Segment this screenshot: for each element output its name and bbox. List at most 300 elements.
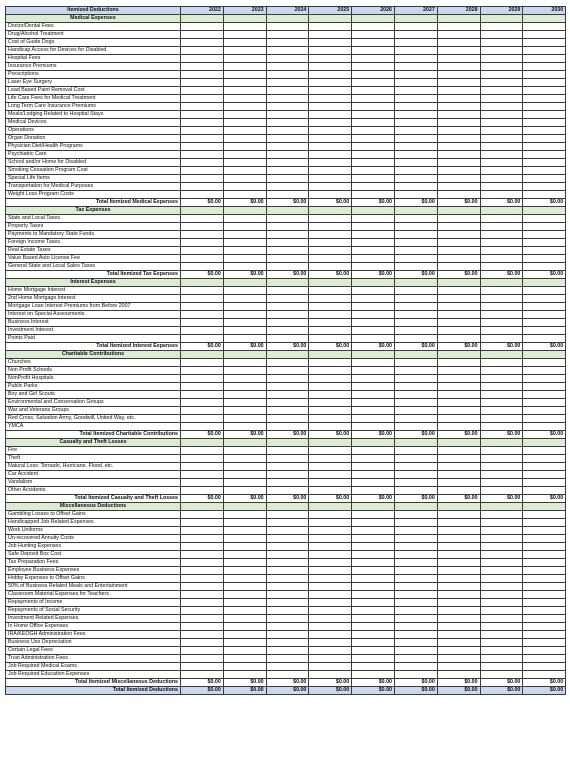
amount-input-cell[interactable] [352, 647, 395, 655]
amount-input-cell[interactable] [480, 183, 523, 191]
amount-input-cell[interactable] [223, 183, 266, 191]
amount-input-cell[interactable] [309, 631, 352, 639]
amount-input-cell[interactable] [352, 127, 395, 135]
amount-input-cell[interactable] [309, 215, 352, 223]
amount-input-cell[interactable] [266, 311, 309, 319]
amount-input-cell[interactable] [181, 55, 224, 63]
amount-input-cell[interactable] [437, 55, 480, 63]
amount-input-cell[interactable] [223, 375, 266, 383]
amount-input-cell[interactable] [181, 479, 224, 487]
amount-input-cell[interactable] [309, 623, 352, 631]
amount-input-cell[interactable] [266, 295, 309, 303]
amount-input-cell[interactable] [223, 423, 266, 431]
amount-input-cell[interactable] [480, 575, 523, 583]
amount-input-cell[interactable] [480, 415, 523, 423]
amount-input-cell[interactable] [352, 175, 395, 183]
amount-input-cell[interactable] [394, 127, 437, 135]
amount-input-cell[interactable] [181, 391, 224, 399]
amount-input-cell[interactable] [181, 31, 224, 39]
amount-input-cell[interactable] [480, 23, 523, 31]
amount-input-cell[interactable] [437, 143, 480, 151]
amount-input-cell[interactable] [309, 223, 352, 231]
amount-input-cell[interactable] [523, 519, 566, 527]
amount-input-cell[interactable] [223, 303, 266, 311]
amount-input-cell[interactable] [266, 407, 309, 415]
amount-input-cell[interactable] [309, 511, 352, 519]
amount-input-cell[interactable] [309, 111, 352, 119]
amount-input-cell[interactable] [394, 263, 437, 271]
amount-input-cell[interactable] [352, 607, 395, 615]
amount-input-cell[interactable] [266, 327, 309, 335]
amount-input-cell[interactable] [352, 255, 395, 263]
amount-input-cell[interactable] [437, 95, 480, 103]
amount-input-cell[interactable] [437, 127, 480, 135]
amount-input-cell[interactable] [480, 655, 523, 663]
amount-input-cell[interactable] [352, 423, 395, 431]
amount-input-cell[interactable] [352, 327, 395, 335]
amount-input-cell[interactable] [523, 31, 566, 39]
amount-input-cell[interactable] [181, 447, 224, 455]
amount-input-cell[interactable] [394, 367, 437, 375]
amount-input-cell[interactable] [523, 471, 566, 479]
amount-input-cell[interactable] [352, 79, 395, 87]
amount-input-cell[interactable] [523, 135, 566, 143]
amount-input-cell[interactable] [309, 239, 352, 247]
amount-input-cell[interactable] [181, 103, 224, 111]
amount-input-cell[interactable] [309, 471, 352, 479]
amount-input-cell[interactable] [394, 647, 437, 655]
amount-input-cell[interactable] [352, 519, 395, 527]
amount-input-cell[interactable] [266, 671, 309, 679]
amount-input-cell[interactable] [266, 391, 309, 399]
amount-input-cell[interactable] [394, 39, 437, 47]
amount-input-cell[interactable] [223, 247, 266, 255]
amount-input-cell[interactable] [394, 551, 437, 559]
amount-input-cell[interactable] [223, 215, 266, 223]
amount-input-cell[interactable] [352, 447, 395, 455]
amount-input-cell[interactable] [223, 383, 266, 391]
amount-input-cell[interactable] [394, 175, 437, 183]
amount-input-cell[interactable] [394, 671, 437, 679]
amount-input-cell[interactable] [309, 455, 352, 463]
amount-input-cell[interactable] [394, 151, 437, 159]
amount-input-cell[interactable] [523, 559, 566, 567]
amount-input-cell[interactable] [223, 591, 266, 599]
amount-input-cell[interactable] [394, 319, 437, 327]
amount-input-cell[interactable] [523, 71, 566, 79]
amount-input-cell[interactable] [480, 399, 523, 407]
amount-input-cell[interactable] [352, 223, 395, 231]
amount-input-cell[interactable] [523, 367, 566, 375]
amount-input-cell[interactable] [266, 63, 309, 71]
amount-input-cell[interactable] [437, 287, 480, 295]
amount-input-cell[interactable] [437, 383, 480, 391]
amount-input-cell[interactable] [480, 127, 523, 135]
amount-input-cell[interactable] [223, 95, 266, 103]
amount-input-cell[interactable] [223, 671, 266, 679]
amount-input-cell[interactable] [523, 399, 566, 407]
amount-input-cell[interactable] [309, 487, 352, 495]
amount-input-cell[interactable] [437, 559, 480, 567]
amount-input-cell[interactable] [266, 303, 309, 311]
amount-input-cell[interactable] [523, 607, 566, 615]
amount-input-cell[interactable] [394, 287, 437, 295]
amount-input-cell[interactable] [266, 335, 309, 343]
amount-input-cell[interactable] [480, 135, 523, 143]
amount-input-cell[interactable] [352, 455, 395, 463]
amount-input-cell[interactable] [394, 415, 437, 423]
amount-input-cell[interactable] [394, 447, 437, 455]
amount-input-cell[interactable] [480, 255, 523, 263]
amount-input-cell[interactable] [266, 55, 309, 63]
amount-input-cell[interactable] [352, 263, 395, 271]
amount-input-cell[interactable] [266, 479, 309, 487]
amount-input-cell[interactable] [480, 527, 523, 535]
amount-input-cell[interactable] [480, 367, 523, 375]
amount-input-cell[interactable] [480, 151, 523, 159]
amount-input-cell[interactable] [480, 295, 523, 303]
amount-input-cell[interactable] [523, 511, 566, 519]
amount-input-cell[interactable] [480, 87, 523, 95]
amount-input-cell[interactable] [480, 447, 523, 455]
amount-input-cell[interactable] [223, 367, 266, 375]
amount-input-cell[interactable] [480, 335, 523, 343]
amount-input-cell[interactable] [181, 383, 224, 391]
amount-input-cell[interactable] [223, 103, 266, 111]
amount-input-cell[interactable] [480, 631, 523, 639]
amount-input-cell[interactable] [394, 399, 437, 407]
amount-input-cell[interactable] [394, 383, 437, 391]
amount-input-cell[interactable] [352, 391, 395, 399]
amount-input-cell[interactable] [437, 263, 480, 271]
amount-input-cell[interactable] [352, 567, 395, 575]
amount-input-cell[interactable] [352, 655, 395, 663]
amount-input-cell[interactable] [309, 671, 352, 679]
amount-input-cell[interactable] [181, 143, 224, 151]
amount-input-cell[interactable] [352, 239, 395, 247]
amount-input-cell[interactable] [223, 79, 266, 87]
amount-input-cell[interactable] [266, 551, 309, 559]
amount-input-cell[interactable] [437, 135, 480, 143]
amount-input-cell[interactable] [266, 79, 309, 87]
amount-input-cell[interactable] [181, 319, 224, 327]
amount-input-cell[interactable] [437, 367, 480, 375]
amount-input-cell[interactable] [309, 407, 352, 415]
amount-input-cell[interactable] [352, 487, 395, 495]
amount-input-cell[interactable] [523, 423, 566, 431]
amount-input-cell[interactable] [181, 423, 224, 431]
amount-input-cell[interactable] [181, 295, 224, 303]
amount-input-cell[interactable] [437, 407, 480, 415]
amount-input-cell[interactable] [352, 583, 395, 591]
amount-input-cell[interactable] [223, 607, 266, 615]
amount-input-cell[interactable] [181, 567, 224, 575]
amount-input-cell[interactable] [394, 71, 437, 79]
amount-input-cell[interactable] [394, 615, 437, 623]
amount-input-cell[interactable] [523, 231, 566, 239]
amount-input-cell[interactable] [181, 631, 224, 639]
amount-input-cell[interactable] [352, 319, 395, 327]
amount-input-cell[interactable] [394, 23, 437, 31]
amount-input-cell[interactable] [223, 535, 266, 543]
amount-input-cell[interactable] [266, 71, 309, 79]
amount-input-cell[interactable] [309, 23, 352, 31]
amount-input-cell[interactable] [437, 319, 480, 327]
amount-input-cell[interactable] [523, 551, 566, 559]
amount-input-cell[interactable] [181, 607, 224, 615]
amount-input-cell[interactable] [437, 519, 480, 527]
amount-input-cell[interactable] [223, 175, 266, 183]
amount-input-cell[interactable] [394, 559, 437, 567]
amount-input-cell[interactable] [480, 639, 523, 647]
amount-input-cell[interactable] [480, 31, 523, 39]
amount-input-cell[interactable] [181, 639, 224, 647]
amount-input-cell[interactable] [266, 151, 309, 159]
amount-input-cell[interactable] [352, 119, 395, 127]
amount-input-cell[interactable] [181, 575, 224, 583]
amount-input-cell[interactable] [437, 551, 480, 559]
amount-input-cell[interactable] [394, 511, 437, 519]
amount-input-cell[interactable] [480, 111, 523, 119]
amount-input-cell[interactable] [523, 47, 566, 55]
amount-input-cell[interactable] [181, 215, 224, 223]
amount-input-cell[interactable] [181, 247, 224, 255]
amount-input-cell[interactable] [437, 39, 480, 47]
amount-input-cell[interactable] [523, 87, 566, 95]
amount-input-cell[interactable] [266, 359, 309, 367]
amount-input-cell[interactable] [223, 511, 266, 519]
amount-input-cell[interactable] [394, 255, 437, 263]
amount-input-cell[interactable] [437, 647, 480, 655]
amount-input-cell[interactable] [223, 463, 266, 471]
amount-input-cell[interactable] [352, 615, 395, 623]
amount-input-cell[interactable] [181, 183, 224, 191]
amount-input-cell[interactable] [394, 95, 437, 103]
amount-input-cell[interactable] [309, 615, 352, 623]
amount-input-cell[interactable] [223, 559, 266, 567]
amount-input-cell[interactable] [394, 631, 437, 639]
amount-input-cell[interactable] [523, 303, 566, 311]
amount-input-cell[interactable] [480, 407, 523, 415]
amount-input-cell[interactable] [352, 335, 395, 343]
amount-input-cell[interactable] [309, 143, 352, 151]
amount-input-cell[interactable] [266, 655, 309, 663]
amount-input-cell[interactable] [523, 391, 566, 399]
amount-input-cell[interactable] [266, 623, 309, 631]
amount-input-cell[interactable] [181, 255, 224, 263]
amount-input-cell[interactable] [437, 247, 480, 255]
amount-input-cell[interactable] [394, 543, 437, 551]
amount-input-cell[interactable] [309, 375, 352, 383]
amount-input-cell[interactable] [480, 615, 523, 623]
amount-input-cell[interactable] [437, 663, 480, 671]
amount-input-cell[interactable] [352, 631, 395, 639]
amount-input-cell[interactable] [523, 247, 566, 255]
amount-input-cell[interactable] [437, 167, 480, 175]
amount-input-cell[interactable] [480, 311, 523, 319]
amount-input-cell[interactable] [394, 223, 437, 231]
amount-input-cell[interactable] [523, 263, 566, 271]
amount-input-cell[interactable] [437, 623, 480, 631]
amount-input-cell[interactable] [181, 79, 224, 87]
amount-input-cell[interactable] [480, 591, 523, 599]
amount-input-cell[interactable] [181, 151, 224, 159]
amount-input-cell[interactable] [352, 71, 395, 79]
amount-input-cell[interactable] [181, 519, 224, 527]
amount-input-cell[interactable] [437, 543, 480, 551]
amount-input-cell[interactable] [480, 511, 523, 519]
amount-input-cell[interactable] [480, 647, 523, 655]
amount-input-cell[interactable] [523, 463, 566, 471]
amount-input-cell[interactable] [181, 47, 224, 55]
amount-input-cell[interactable] [223, 663, 266, 671]
amount-input-cell[interactable] [523, 159, 566, 167]
amount-input-cell[interactable] [223, 583, 266, 591]
amount-input-cell[interactable] [181, 191, 224, 199]
amount-input-cell[interactable] [352, 543, 395, 551]
amount-input-cell[interactable] [394, 655, 437, 663]
amount-input-cell[interactable] [266, 47, 309, 55]
amount-input-cell[interactable] [181, 559, 224, 567]
amount-input-cell[interactable] [266, 367, 309, 375]
amount-input-cell[interactable] [480, 223, 523, 231]
amount-input-cell[interactable] [480, 71, 523, 79]
amount-input-cell[interactable] [394, 231, 437, 239]
amount-input-cell[interactable] [523, 623, 566, 631]
amount-input-cell[interactable] [523, 455, 566, 463]
amount-input-cell[interactable] [437, 511, 480, 519]
amount-input-cell[interactable] [266, 511, 309, 519]
amount-input-cell[interactable] [437, 567, 480, 575]
amount-input-cell[interactable] [352, 135, 395, 143]
amount-input-cell[interactable] [223, 655, 266, 663]
amount-input-cell[interactable] [480, 551, 523, 559]
amount-input-cell[interactable] [223, 543, 266, 551]
amount-input-cell[interactable] [352, 599, 395, 607]
amount-input-cell[interactable] [437, 359, 480, 367]
amount-input-cell[interactable] [309, 583, 352, 591]
amount-input-cell[interactable] [523, 319, 566, 327]
amount-input-cell[interactable] [437, 79, 480, 87]
amount-input-cell[interactable] [266, 319, 309, 327]
amount-input-cell[interactable] [394, 215, 437, 223]
amount-input-cell[interactable] [352, 367, 395, 375]
amount-input-cell[interactable] [223, 159, 266, 167]
amount-input-cell[interactable] [223, 31, 266, 39]
amount-input-cell[interactable] [352, 159, 395, 167]
amount-input-cell[interactable] [309, 655, 352, 663]
amount-input-cell[interactable] [266, 383, 309, 391]
amount-input-cell[interactable] [352, 55, 395, 63]
amount-input-cell[interactable] [181, 71, 224, 79]
amount-input-cell[interactable] [223, 415, 266, 423]
amount-input-cell[interactable] [523, 223, 566, 231]
amount-input-cell[interactable] [223, 295, 266, 303]
amount-input-cell[interactable] [352, 95, 395, 103]
amount-input-cell[interactable] [523, 335, 566, 343]
amount-input-cell[interactable] [223, 263, 266, 271]
amount-input-cell[interactable] [480, 543, 523, 551]
amount-input-cell[interactable] [523, 575, 566, 583]
amount-input-cell[interactable] [523, 527, 566, 535]
amount-input-cell[interactable] [394, 527, 437, 535]
amount-input-cell[interactable] [309, 247, 352, 255]
amount-input-cell[interactable] [181, 599, 224, 607]
amount-input-cell[interactable] [223, 551, 266, 559]
amount-input-cell[interactable] [523, 359, 566, 367]
amount-input-cell[interactable] [309, 71, 352, 79]
amount-input-cell[interactable] [223, 487, 266, 495]
amount-input-cell[interactable] [394, 599, 437, 607]
amount-input-cell[interactable] [352, 151, 395, 159]
amount-input-cell[interactable] [223, 407, 266, 415]
amount-input-cell[interactable] [181, 327, 224, 335]
amount-input-cell[interactable] [181, 175, 224, 183]
amount-input-cell[interactable] [523, 415, 566, 423]
amount-input-cell[interactable] [309, 447, 352, 455]
amount-input-cell[interactable] [181, 23, 224, 31]
amount-input-cell[interactable] [352, 143, 395, 151]
amount-input-cell[interactable] [394, 535, 437, 543]
amount-input-cell[interactable] [352, 247, 395, 255]
amount-input-cell[interactable] [266, 31, 309, 39]
amount-input-cell[interactable] [266, 455, 309, 463]
amount-input-cell[interactable] [266, 223, 309, 231]
amount-input-cell[interactable] [223, 287, 266, 295]
amount-input-cell[interactable] [181, 487, 224, 495]
amount-input-cell[interactable] [266, 143, 309, 151]
amount-input-cell[interactable] [309, 527, 352, 535]
amount-input-cell[interactable] [523, 671, 566, 679]
amount-input-cell[interactable] [437, 583, 480, 591]
amount-input-cell[interactable] [181, 239, 224, 247]
amount-input-cell[interactable] [223, 455, 266, 463]
amount-input-cell[interactable] [437, 191, 480, 199]
amount-input-cell[interactable] [394, 391, 437, 399]
amount-input-cell[interactable] [266, 583, 309, 591]
amount-input-cell[interactable] [523, 375, 566, 383]
amount-input-cell[interactable] [266, 615, 309, 623]
amount-input-cell[interactable] [266, 543, 309, 551]
amount-input-cell[interactable] [181, 543, 224, 551]
amount-input-cell[interactable] [523, 383, 566, 391]
amount-input-cell[interactable] [181, 223, 224, 231]
amount-input-cell[interactable] [266, 135, 309, 143]
amount-input-cell[interactable] [352, 375, 395, 383]
amount-input-cell[interactable] [523, 407, 566, 415]
amount-input-cell[interactable] [394, 47, 437, 55]
amount-input-cell[interactable] [352, 511, 395, 519]
amount-input-cell[interactable] [394, 159, 437, 167]
amount-input-cell[interactable] [480, 623, 523, 631]
amount-input-cell[interactable] [309, 167, 352, 175]
amount-input-cell[interactable] [352, 471, 395, 479]
amount-input-cell[interactable] [352, 479, 395, 487]
amount-input-cell[interactable] [437, 311, 480, 319]
amount-input-cell[interactable] [223, 319, 266, 327]
amount-input-cell[interactable] [437, 471, 480, 479]
amount-input-cell[interactable] [352, 591, 395, 599]
amount-input-cell[interactable] [352, 527, 395, 535]
amount-input-cell[interactable] [480, 159, 523, 167]
amount-input-cell[interactable] [352, 183, 395, 191]
amount-input-cell[interactable] [309, 175, 352, 183]
amount-input-cell[interactable] [437, 23, 480, 31]
amount-input-cell[interactable] [437, 607, 480, 615]
amount-input-cell[interactable] [394, 63, 437, 71]
amount-input-cell[interactable] [266, 599, 309, 607]
amount-input-cell[interactable] [437, 399, 480, 407]
